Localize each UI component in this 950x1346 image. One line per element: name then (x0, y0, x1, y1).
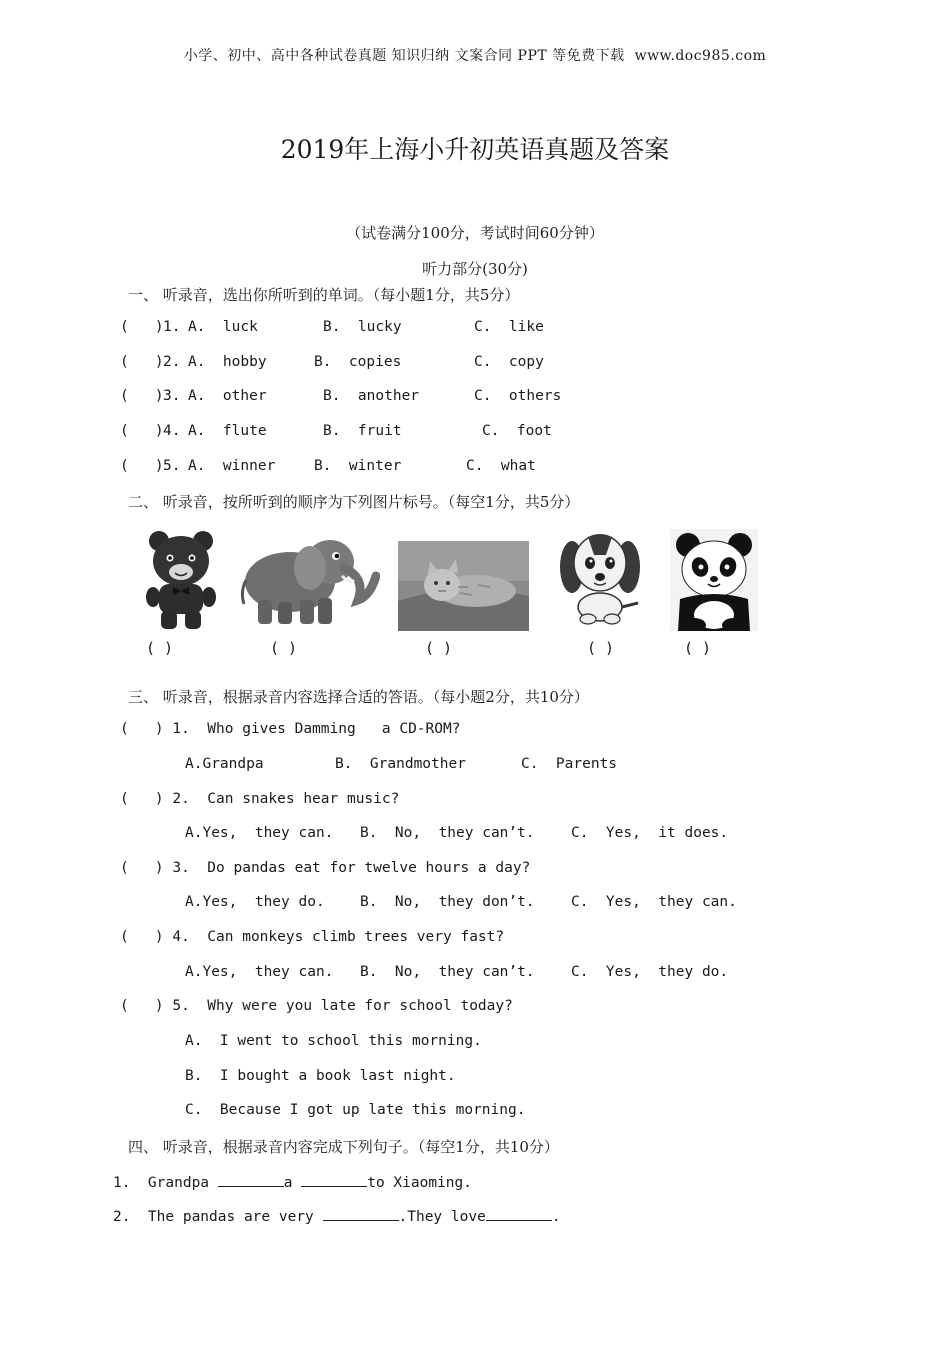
section-4-sentence-2 (113, 1206, 561, 1225)
option-a: A.Grandpa (185, 756, 264, 772)
question-number: 1. (163, 319, 181, 335)
option-a: A. other (188, 388, 267, 404)
answer-bracket[interactable]: ( ) (120, 388, 164, 404)
sentence-text: . (551, 1209, 561, 1225)
cat-image (398, 541, 529, 635)
bear-image (145, 527, 217, 637)
option-c: C. Parents (521, 756, 618, 772)
picture-2-answer-bracket[interactable]: ( ) (270, 639, 298, 657)
option-a: A. winner (188, 458, 276, 474)
option-c: C. what (466, 458, 536, 474)
section-3-question-2: ( ) 2. Can snakes hear music? (120, 791, 400, 807)
option-b: B. winter (314, 458, 402, 474)
question-number: 3. (163, 388, 181, 404)
fill-blank[interactable] (218, 1172, 284, 1187)
option-c: C. others (474, 388, 562, 404)
picture-3-answer-bracket[interactable]: ( ) (425, 639, 453, 657)
option-c: C. Yes, it does. (571, 825, 729, 841)
question-number: 4. (163, 423, 181, 439)
option-c: C. Because I got up late this morning. (185, 1102, 526, 1118)
sentence-text: 2. The pandas are very (113, 1209, 323, 1225)
option-a: A.Yes, they do. (185, 894, 325, 910)
option-b: B. No, they can’t. (360, 964, 535, 980)
option-a: A. luck (188, 319, 258, 335)
section-2-heading: 二、 听录音，按所听到的顺序为下列图片标号。（每空1分，共5分） (128, 493, 580, 511)
option-b: B. another (323, 388, 420, 404)
section-3-question-1: ( ) 1. Who gives Damming a CD-ROM? (120, 721, 461, 737)
option-a: A.Yes, they can. (185, 825, 334, 841)
option-c: C. Yes, they can. (571, 894, 737, 910)
option-b: B. copies (314, 354, 402, 370)
option-c: C. foot (482, 423, 552, 439)
fill-blank[interactable] (323, 1206, 399, 1221)
page-header: 小学、初中、高中各种试卷真题 知识归纳 文案合同 PPT 等免费下载 www.doc985.com (183, 48, 767, 64)
answer-bracket[interactable]: ( ) (120, 354, 164, 370)
exam-info: （试卷满分100分，考试时间60分钟） (346, 224, 604, 242)
option-a: A. hobby (188, 354, 267, 370)
sentence-text: .They love (398, 1209, 486, 1225)
option-c: C. like (474, 319, 544, 335)
section-3-question-3: ( ) 3. Do pandas eat for twelve hours a day? (120, 860, 531, 876)
dog-image (558, 527, 642, 631)
answer-bracket[interactable]: ( ) (120, 319, 164, 335)
sentence-text: 1. Grandpa (113, 1175, 218, 1191)
option-b: B. Grandmother (335, 756, 466, 772)
section-1-heading: 一、 听录音，选出你所听到的单词。（每小题1分，共5分） (128, 286, 520, 304)
option-b: B. No, they can’t. (360, 825, 535, 841)
option-a: A.Yes, they can. (185, 964, 334, 980)
sentence-text: to Xiaoming. (367, 1175, 472, 1191)
option-b: B. fruit (323, 423, 402, 439)
option-a: A. I went to school this morning. (185, 1033, 482, 1049)
section-4-heading: 四、 听录音，根据录音内容完成下列句子。（每空1分，共10分） (128, 1138, 559, 1156)
fill-blank[interactable] (301, 1172, 367, 1187)
option-c: C. copy (474, 354, 544, 370)
picture-5-answer-bracket[interactable]: ( ) (684, 639, 712, 657)
picture-1-answer-bracket[interactable]: ( ) (146, 639, 174, 657)
option-b: B. lucky (323, 319, 402, 335)
question-number: 5. (163, 458, 181, 474)
page-title: 2019年上海小升初英语真题及答案 (280, 135, 670, 164)
section-3-heading: 三、 听录音，根据录音内容选择合适的答语。（每小题2分，共10分） (128, 688, 589, 706)
option-a: A. flute (188, 423, 267, 439)
elephant-image (238, 532, 380, 632)
option-b: B. I bought a book last night. (185, 1068, 456, 1084)
sentence-text: a (283, 1175, 302, 1191)
fill-blank[interactable] (486, 1206, 552, 1221)
section-3-question-5: ( ) 5. Why were you late for school today? (120, 998, 513, 1014)
picture-4-answer-bracket[interactable]: ( ) (587, 639, 615, 657)
panda-image (670, 529, 758, 635)
option-b: B. No, they don’t. (360, 894, 535, 910)
option-c: C. Yes, they do. (571, 964, 729, 980)
section-4-sentence-1 (113, 1172, 472, 1191)
question-number: 2. (163, 354, 181, 370)
answer-bracket[interactable]: ( ) (120, 458, 164, 474)
listening-heading: 听力部分(30分) (422, 260, 528, 278)
section-3-question-4: ( ) 4. Can monkeys climb trees very fast? (120, 929, 505, 945)
answer-bracket[interactable]: ( ) (120, 423, 164, 439)
